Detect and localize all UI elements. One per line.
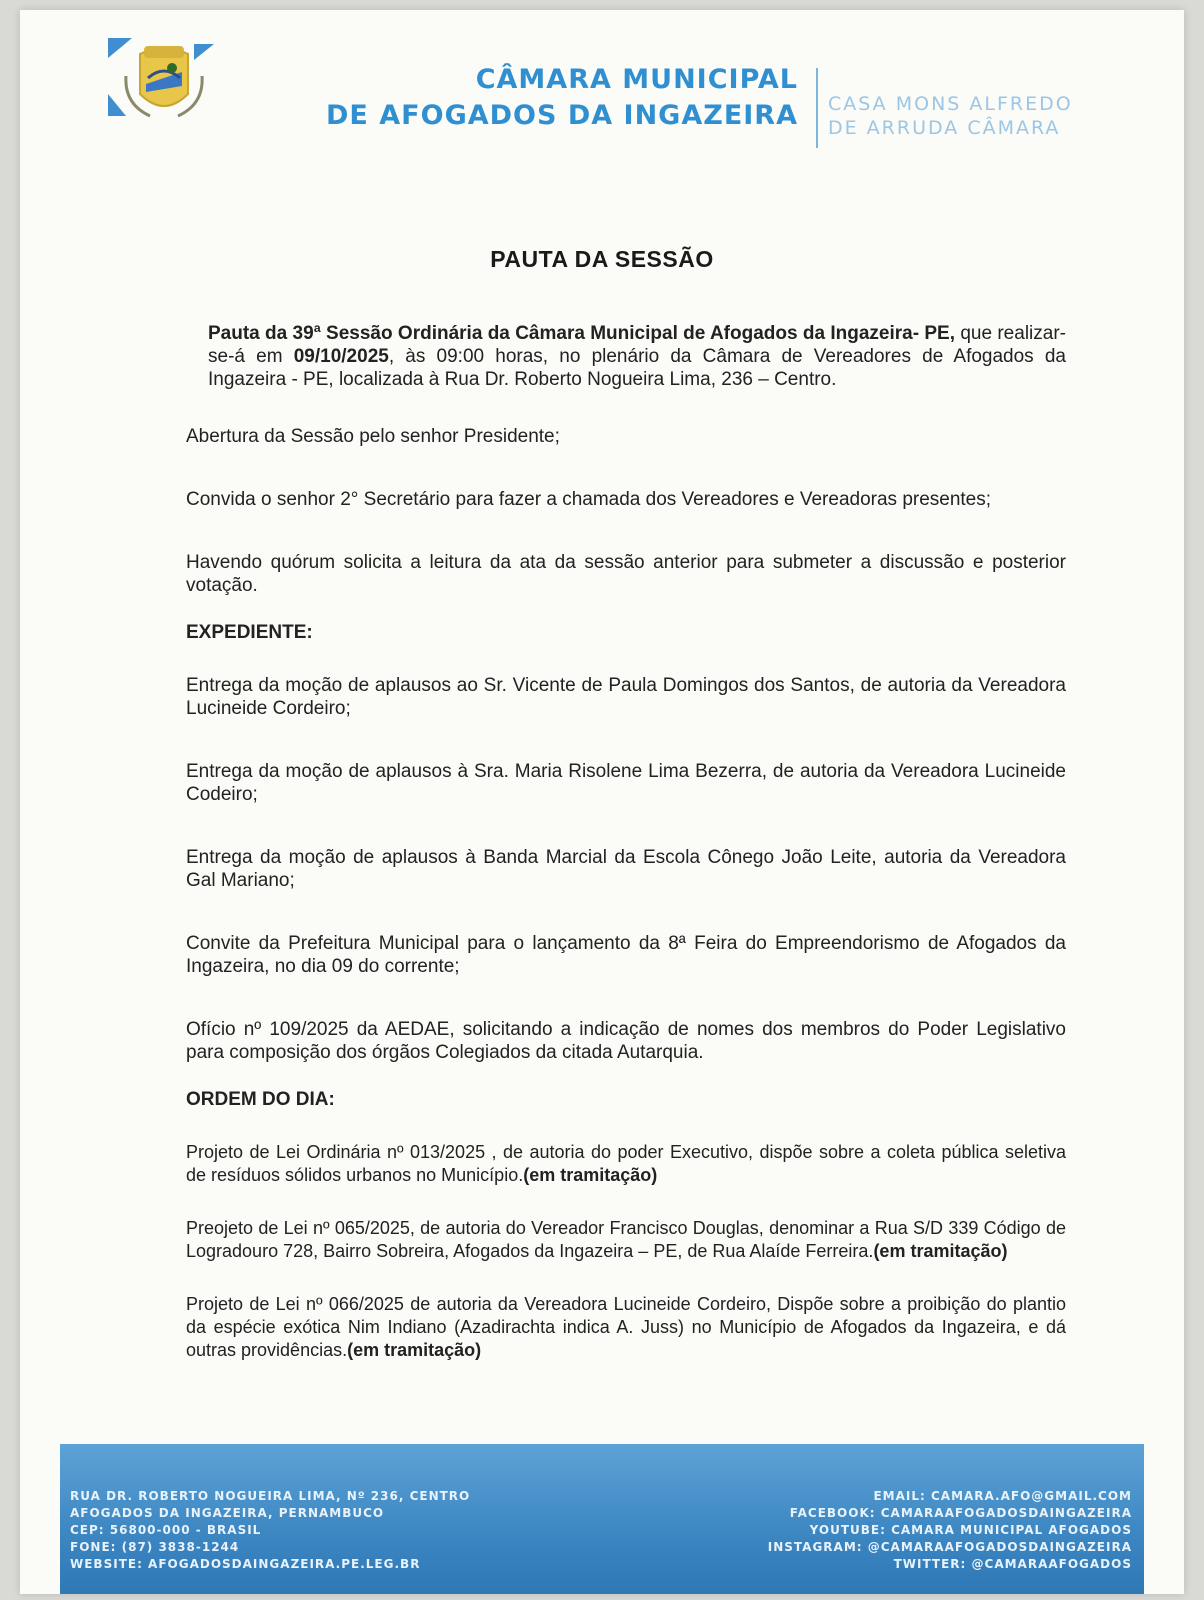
expediente-heading: EXPEDIENTE:: [186, 622, 313, 643]
footer-address1: RUA DR. ROBERTO NOGUEIRA LIMA, Nº 236, CENTRO: [70, 1489, 471, 1503]
status-tag: (em tramitação): [523, 1165, 658, 1185]
expediente-item: Convite da Prefeitura Municipal para o lançamento da 8ª Feira do Empreendorismo de Afogados da Ingazeira, no dia 09 do corrente;: [186, 933, 1066, 977]
opening-item: Convida o senhor 2° Secretário para fazer a chamada dos Vereadores e Vereadoras presentes;: [186, 489, 992, 510]
law-project-text: Projeto de Lei Ordinária nº 013/2025 , de autoria do poder Executivo, dispõe sobre a coleta pública seletiva de resíduos sólidos urbanos no Município.: [186, 1142, 1066, 1185]
footer-facebook: FACEBOOK: CAMARAAFOGADOSDAINGAZEIRA: [789, 1506, 1132, 1520]
house-name: [828, 92, 1158, 140]
org-name-line2: DE AFOGADOS DA INGAZEIRA: [326, 100, 798, 131]
session-date: 09/10/2025: [293, 346, 389, 367]
law-project-text: Projeto de Lei nº 066/2025 de autoria da Vereadora Lucineide Cordeiro, Dispõe sobre a proibição do plantio da espécie exótica Nim Indiano (Azadirachta indica A. Juss) no Município de Afogados da Ingazeira, e dá outras providências.: [186, 1294, 1066, 1360]
document-page: [20, 10, 1184, 1594]
law-project-item: [186, 1217, 1066, 1263]
opening-item: Havendo quórum solicita a leitura da ata da sessão anterior para submeter a discussão e posterior votação.: [186, 552, 1066, 596]
header-divider: [816, 68, 818, 148]
intro-paragraph: [208, 322, 1066, 391]
document-body: [186, 322, 1066, 1392]
organization-name: [220, 62, 798, 134]
status-tag: (em tramitação): [873, 1241, 1008, 1261]
footer-twitter: TWITTER: @CAMARAAFOGADOS: [893, 1557, 1132, 1571]
org-name-line1: CÂMARA MUNICIPAL: [475, 64, 798, 95]
intro-bold: Pauta da 39ª Sessão Ordinária da Câmara Municipal de Afogados da Ingazeira- PE,: [208, 323, 956, 344]
footer-banner: [60, 1444, 1144, 1594]
footer-youtube: YOUTUBE: CAMARA MUNICIPAL AFOGADOS: [809, 1523, 1132, 1537]
footer-phone: FONE: (87) 3838-1244: [70, 1540, 240, 1554]
house-name-line1: CASA MONS ALFREDO: [828, 93, 1073, 115]
coat-of-arms-logo: [102, 24, 232, 124]
intro-text-before-date: que realizar-se-á em: [208, 323, 1066, 367]
footer-cep: CEP: 56800-000 - BRASIL: [70, 1523, 262, 1537]
footer-contact-left: [70, 1488, 470, 1573]
expediente-item: Entrega da moção de aplausos à Sra. Maria Risolene Lima Bezerra, de autoria da Vereadora Lucineide Codeiro;: [186, 761, 1066, 805]
footer-website: WEBSITE: AFOGADOSDAINGAZEIRA.PE.LEG.BR: [70, 1557, 421, 1571]
expediente-item: Entrega da moção de aplausos ao Sr. Vicente de Paula Domingos dos Santos, de autoria da Vereadora Lucineide Cordeiro;: [186, 675, 1066, 719]
document-title: PAUTA DA SESSÃO: [490, 246, 714, 272]
law-project-item: [186, 1141, 1066, 1187]
intro-text-after-date: , às 09:00 horas, no plenário da Câmara de Vereadores de Afogados da Ingazeira - PE, localizada à Rua Dr. Roberto Nogueira Lima, 236 – Centro.: [208, 346, 1067, 390]
status-tag: (em tramitação): [347, 1340, 482, 1360]
law-project-text: Preojeto de Lei nº 065/2025, de autoria do Vereador Francisco Douglas, denominar a Rua S/D 339 Código de Logradouro 728, Bairro Sobreira, Afogados da Ingazeira – PE, de Rua Alaíde Ferreira.: [186, 1218, 1066, 1261]
law-project-item: [186, 1293, 1066, 1362]
opening-item: Abertura da Sessão pelo senhor Presidente;: [186, 426, 560, 447]
expediente-item: Entrega da moção de aplausos à Banda Marcial da Escola Cônego João Leite, autoria da Vereadora Gal Mariano;: [186, 847, 1066, 891]
footer-email: EMAIL: CAMARA.AFO@GMAIL.COM: [873, 1489, 1132, 1503]
footer-contact-right: [768, 1488, 1132, 1573]
house-name-line2: DE ARRUDA CÂMARA: [828, 117, 1061, 139]
footer-instagram: INSTAGRAM: @CAMARAAFOGADOSDAINGAZEIRA: [767, 1540, 1132, 1554]
expediente-item: Ofício nº 109/2025 da AEDAE, solicitando a indicação de nomes dos membros do Poder Legislativo para composição dos órgãos Colegiados da citada Autarquia.: [186, 1019, 1066, 1063]
ordem-do-dia-heading: ORDEM DO DIA:: [186, 1089, 335, 1110]
footer-address2: AFOGADOS DA INGAZEIRA, PERNAMBUCO: [70, 1506, 385, 1520]
